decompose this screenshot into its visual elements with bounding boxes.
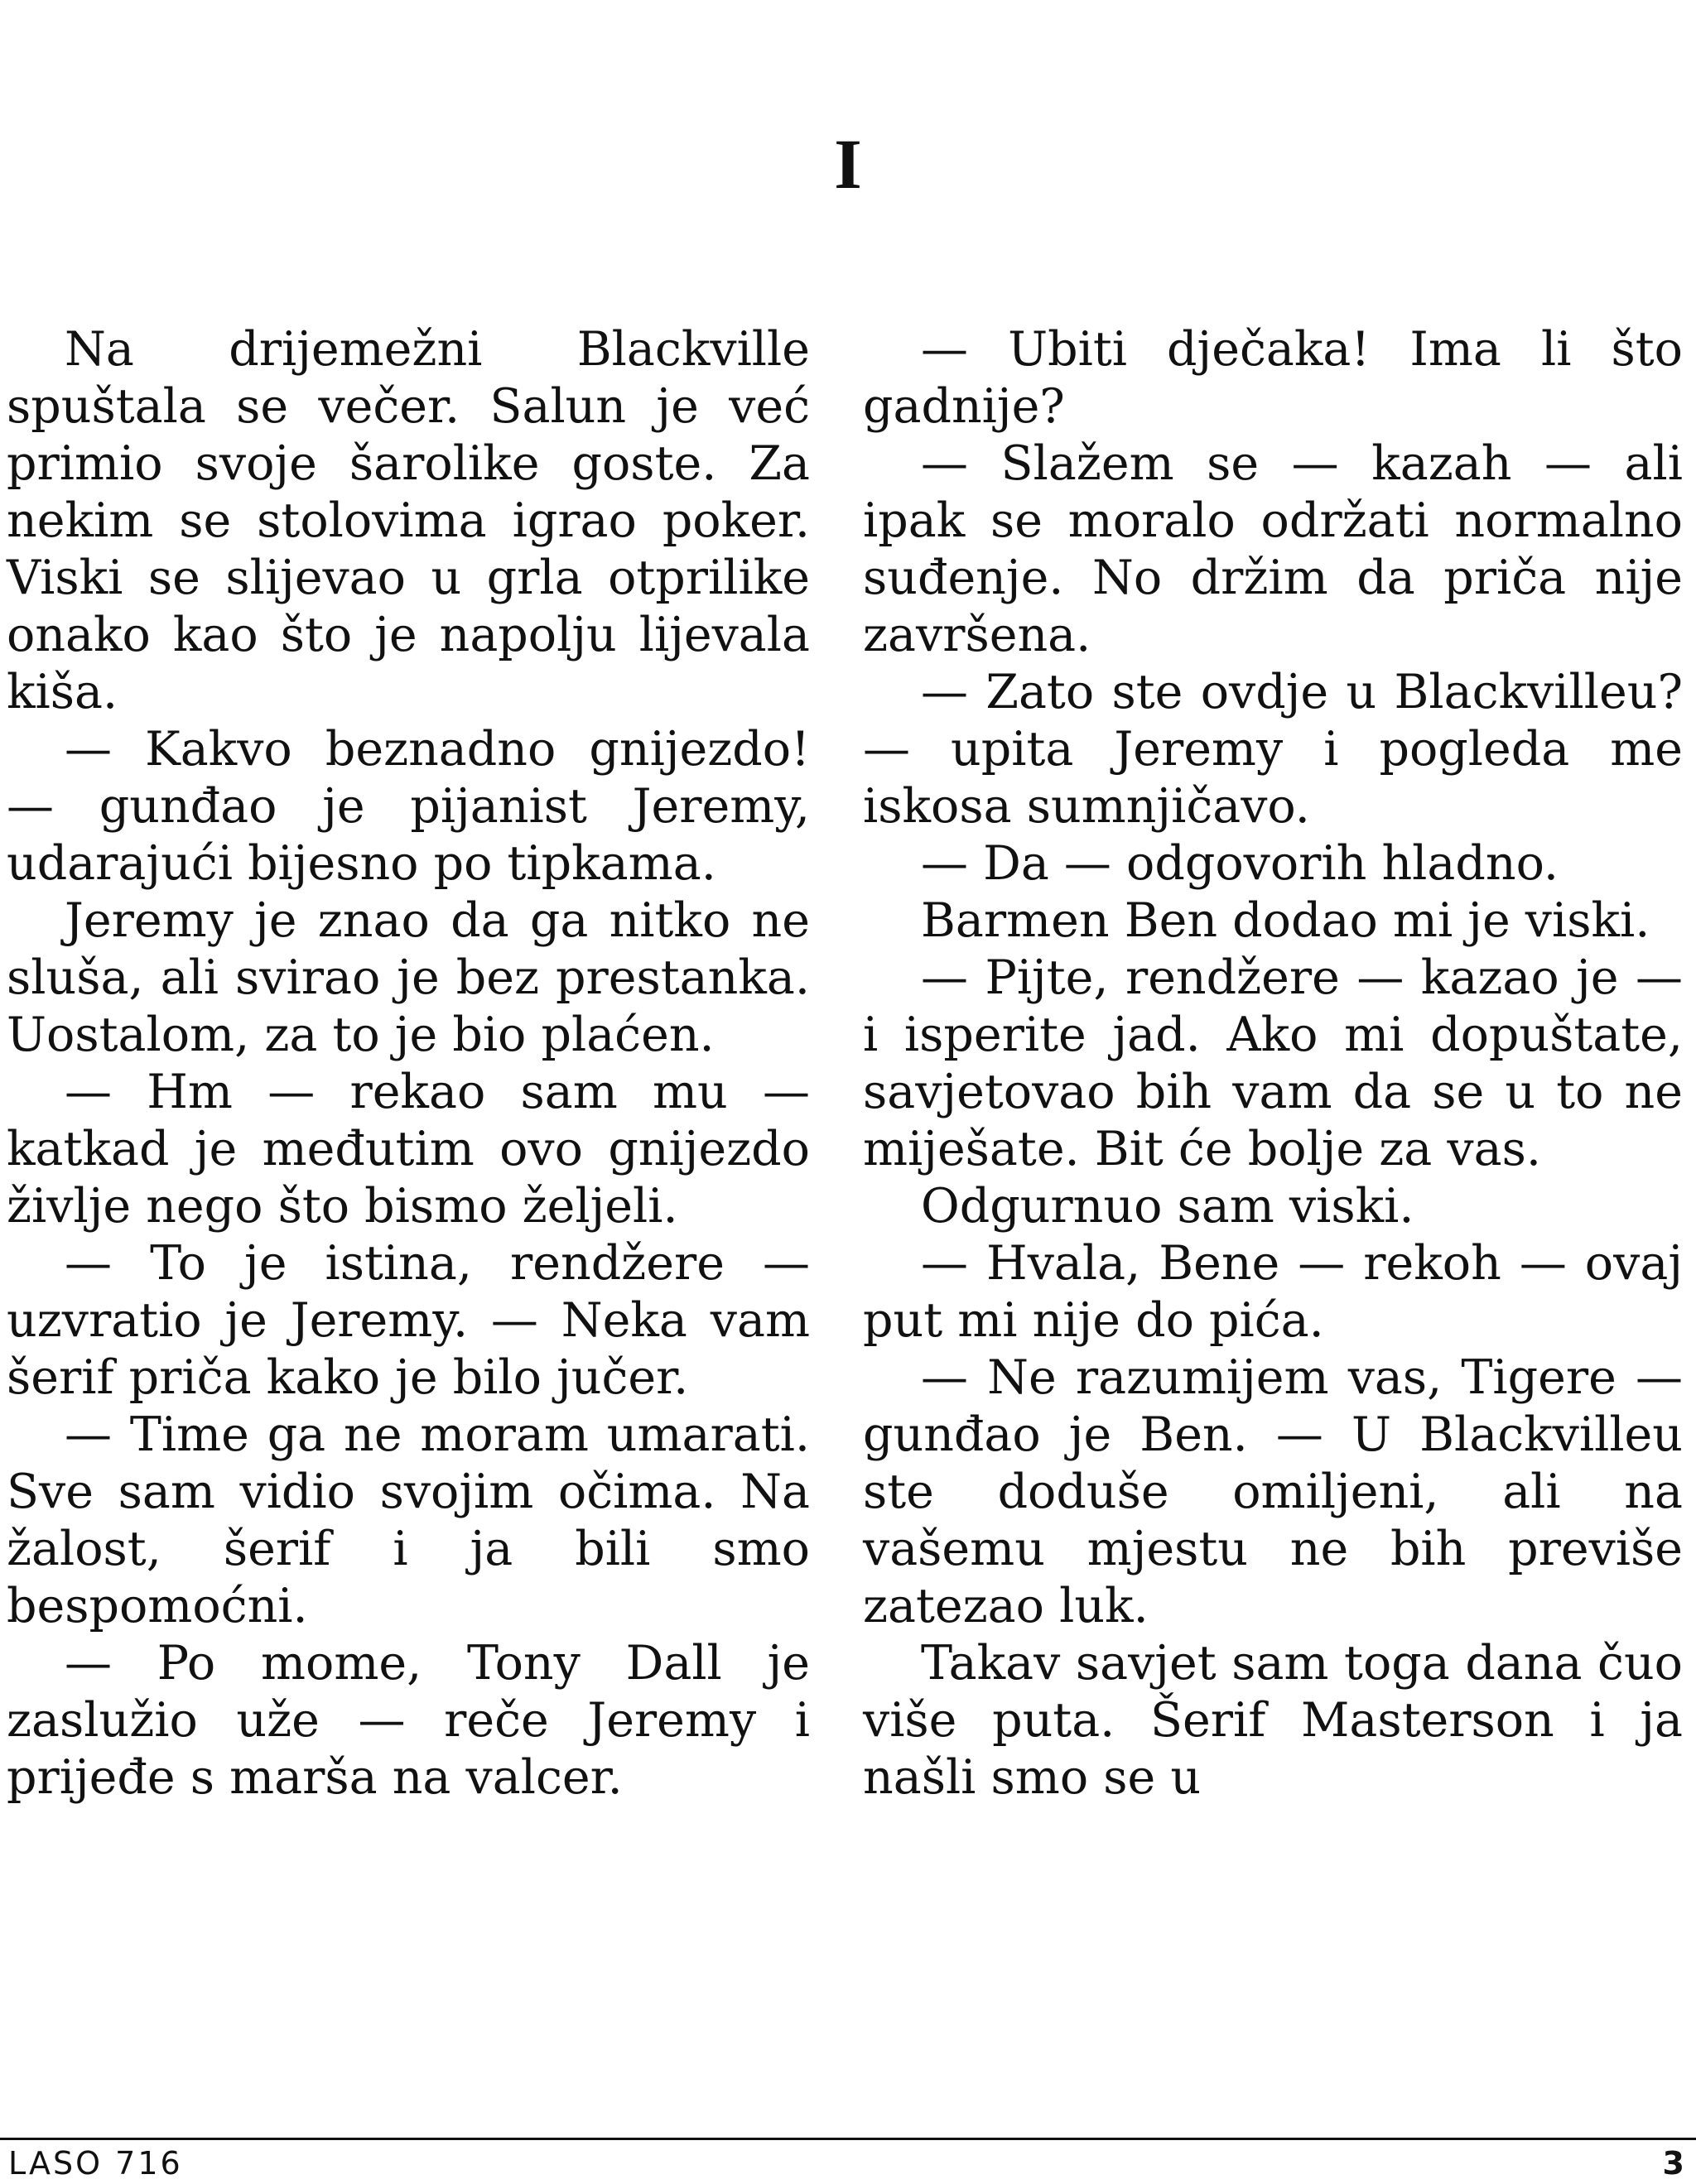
- paragraph: Na drijemežni Blackville spuštala se večer. Salun je već primio svoje šarolike goste. Za nekim se stolovima igrao poker. Viski se slijevao u grla otprilike onako kao što je napolju lijevala kiša.: [7, 322, 810, 719]
- paragraph: — Slažem se — kazah — ali ipak se moralo održati normalno suđenje. No držim da priča nije završena.: [863, 436, 1683, 662]
- paragraph: — Hm — rekao sam mu — katkad je međutim ovo gnijezdo življe nego što bismo željeli.: [7, 1065, 810, 1234]
- footer-divider: [0, 2138, 1696, 2140]
- text-column-left: [7, 321, 810, 1806]
- paragraph: Jeremy je znao da ga nitko ne sluša, ali svirao je bez prestanka. Uostalom, za to je bio plaćen.: [7, 893, 810, 1062]
- paragraph: — Ne razumijem vas, Tigere — gunđao je Ben. — U Blackvilleu ste doduše omiljeni, ali na vašemu mjestu ne bih previše zatezao luk.: [863, 1350, 1683, 1633]
- paragraph: — To je istina, rendžere — uzvratio je Jeremy. — Neka vam šerif priča kako je bilo jučer.: [7, 1236, 810, 1405]
- paragraph: — Po mome, Tony Dall je zaslužio uže — reče Jeremy i prijeđe s marša na valcer.: [7, 1636, 810, 1805]
- paragraph: Takav savjet sam toga dana čuo više puta. Šerif Masterson i ja našli smo se u: [863, 1636, 1683, 1805]
- page-number: 3: [1662, 2145, 1684, 2182]
- paragraph: Barmen Ben dodao mi je viski.: [921, 893, 1650, 948]
- paragraph: — Ubiti dječaka! Ima li što gadnije?: [863, 322, 1683, 434]
- paragraph: Odgurnuo sam viski.: [921, 1179, 1414, 1234]
- paragraph: — Kakvo beznadno gnijezdo! — gunđao je pijanist Jeremy, udarajući bijesno po tipkama.: [7, 722, 810, 891]
- paragraph: — Time ga ne moram umarati. Sve sam vidio svojim očima. Na žalost, šerif i ja bili smo bespomoćni.: [7, 1407, 810, 1633]
- footer-series: LASO 716: [8, 2145, 183, 2182]
- paragraph: — Zato ste ovdje u Blackvilleu? — upita Jeremy i pogleda me iskosa sumnjičavo.: [863, 665, 1683, 834]
- paragraph: — Pijte, rendžere — kazao je — i isperite jad. Ako mi dopuštate, savjetovao bih vam da se u to ne miješate. Bit će bolje za vas.: [863, 950, 1683, 1176]
- chapter-heading: I: [834, 124, 862, 204]
- text-column-right: [863, 321, 1683, 1806]
- paragraph: — Da — odgovorih hladno.: [921, 836, 1559, 891]
- paragraph: — Hvala, Bene — rekoh — ovaj put mi nije do pića.: [863, 1236, 1683, 1348]
